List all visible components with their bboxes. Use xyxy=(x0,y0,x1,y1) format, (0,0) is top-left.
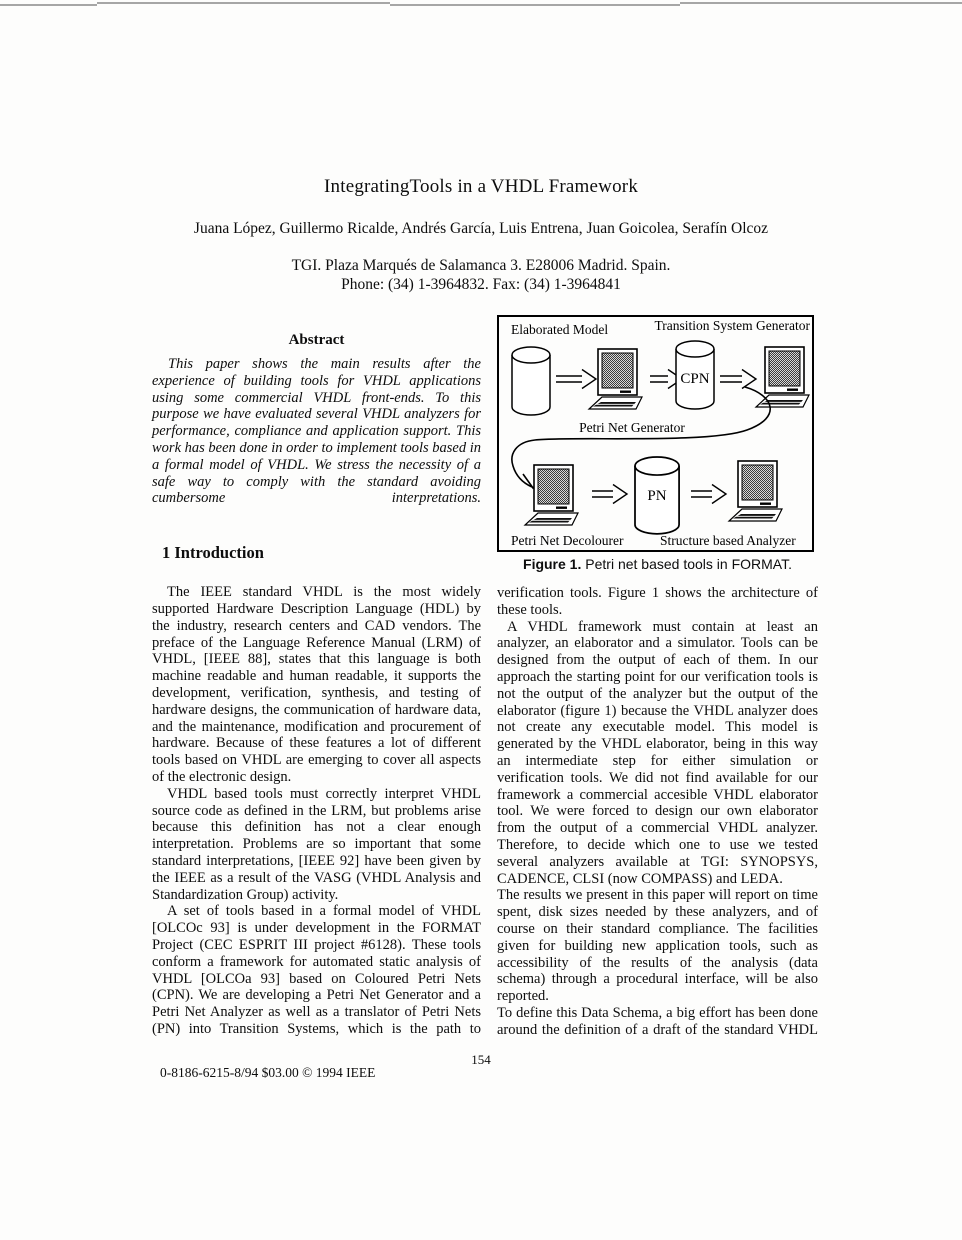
scan-artifact-line xyxy=(97,2,390,4)
body-paragraph: The results we present in this paper will report on time spent, disk sizes needed by these analyzers, and of course on their standard compliance. The facilities given for building new application tools, such as accessibility of the results of the analysis (data schema) through a procedural interface, will be also reported. xyxy=(497,887,818,1005)
figure-label-structure-based-analyzer: Structure based Analyzer xyxy=(660,533,796,548)
arrow-icon xyxy=(720,370,756,389)
intro-paragraph: The IEEE standard VHDL is the most widely supported Hardware Description Language (HDL) by the industry, research centers and CAD vendors. The preface of the Language Reference Manual (LRM) of VHDL, [IEEE 88], states that this language is both machine readable and human readable, it supports the development, verification, synthesis, and testing of hardware designs, the communication of hardware data, and the maintenance, modification and procurement of hardware. Because of these features a lot of different tools based on VHDL are emerging to cover all aspects of the electronic design. xyxy=(152,584,481,785)
figure-1-diagram xyxy=(497,315,814,552)
abstract-heading: Abstract xyxy=(288,332,345,348)
contact-line: Phone: (34) 1-3964832. Fax: (34) 1-3964841 xyxy=(341,276,621,293)
petri-net-tools-figure xyxy=(499,317,812,550)
intro-paragraph: A set of tools based in a formal model of VHDL [OLCOc 93] is under development in the FORMAT Project (CEC ESPRIT III project #6128). These tools conform a framework for automated static analysis of VHDL [OLCOa 93] based on Coloured Petri Nets (CPN). We are developing a Petri Net Generator and a Petri Net Analyzer as well as a translator of Petri Nets (PN) into Transition Systems, which is the path to xyxy=(152,903,481,1037)
page-title: IntegratingTools in a VHDL Framework xyxy=(323,176,639,197)
arrow-icon xyxy=(592,485,627,504)
scan-artifact-line xyxy=(390,4,680,6)
figure-caption xyxy=(497,556,818,572)
scan-artifact-line xyxy=(0,4,97,6)
figure-caption-text: Petri net based tools in FORMAT. xyxy=(581,556,792,572)
database-cylinder-icon xyxy=(512,347,550,415)
figure-label-petri-net-decolourer: Petri Net Decolourer xyxy=(511,533,624,548)
affiliation-line: TGI. Plaza Marqués de Salamanca 3. E28006 Madrid. Spain. xyxy=(291,257,671,274)
arrow-icon xyxy=(691,485,726,504)
figure-label-cpn: CPN xyxy=(680,371,710,387)
scan-artifact-line xyxy=(680,2,962,4)
figure-label-elaborated-model: Elaborated Model xyxy=(511,322,609,337)
computer-icon xyxy=(756,347,809,407)
section-heading-introduction: 1 Introduction xyxy=(162,543,264,563)
figure-caption-label: Figure 1. xyxy=(523,556,582,572)
page-number: 154 xyxy=(471,1052,491,1067)
body-paragraph: To define this Data Schema, a big effort has been done around the definition of a draft of the standard VHDL xyxy=(497,1004,818,1038)
computer-icon xyxy=(525,465,578,525)
authors-line: Juana López, Guillermo Ricalde, Andrés García, Luis Entrena, Juan Goicolea, Serafín Olcoz xyxy=(193,220,769,237)
body-paragraph: A VHDL framework must contain at least an analyzer, an elaborator and a simulator. Tools can be designed from the output of each of them. In our approach the starting point for our verification tools is not the output of the analyzer but the output of the elaborator (figure 1) because the VHDL analyzer does not create any executable model. This model is generated by the VHDL elaborator, being in this way an intermediate step for either simulation or verification tools. We did not find available for our framework a commercial accesible VHDL elaborator tool. We were forced to design our own elaborator from the output of a commercial VHDL analyzer. Therefore, to decide which one to use we tested several analyzers available at TGI: SYNOPSYS, CADENCE, CLSI (now COMPASS) and LEDA. xyxy=(497,618,818,887)
computer-icon xyxy=(729,461,782,521)
figure-label-transition-system-generator: Transition System Generator xyxy=(654,318,810,333)
figure-label-pn: PN xyxy=(647,488,667,504)
copyright-line: 0-8186-6215-8/94 $03.00 © 1994 IEEE xyxy=(160,1065,376,1080)
intro-paragraph: VHDL based tools must correctly interpret VHDL source code as defined in the LRM, but problems arise because this definition has not a clear enough interpretation. Problems are so important that some standard interpretations, [IEEE 92] have been given by the IEEE as a result of the VASG (VHDL Analysis and Standardization Group) activity. xyxy=(152,785,481,903)
body-paragraph: verification tools. Figure 1 shows the architecture of these tools. xyxy=(497,585,818,618)
right-column xyxy=(497,315,818,1039)
figure-label-petri-net-generator: Petri Net Generator xyxy=(579,420,685,435)
left-column xyxy=(152,332,481,1038)
abstract-text: This paper shows the main results after the experience of building tools for VHDL applications using some commercial VHDL front-ends. To this purpose we have evaluated several VHDL analyzers for performance, compliance and application support. This work has been done in order to implement tools based in a formal model of VHDL. We stress the necessity of a safe way to comply with the standard avoiding cumbersome interpretations. xyxy=(152,356,481,507)
arrow-icon xyxy=(556,370,596,389)
